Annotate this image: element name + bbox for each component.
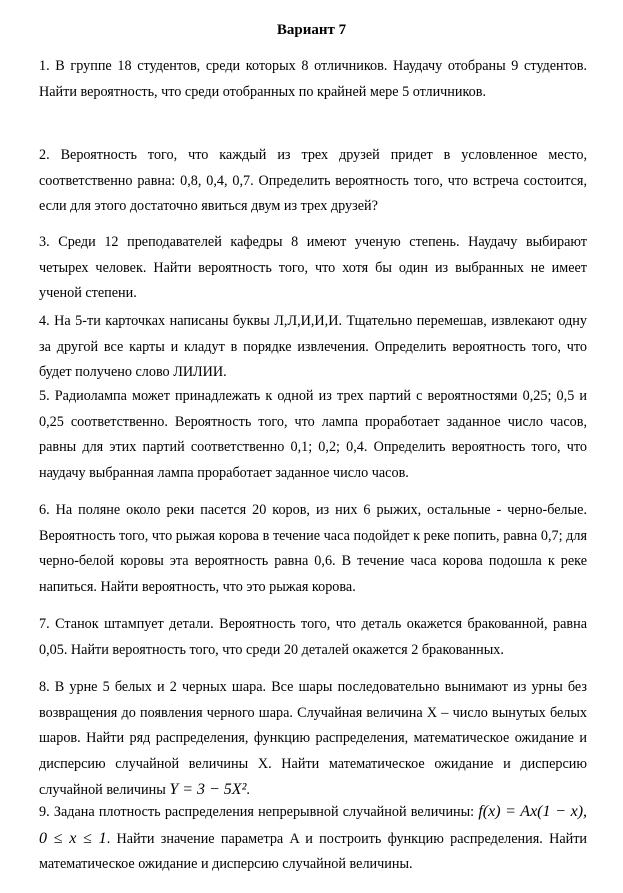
problem-2 xyxy=(39,143,587,220)
problem-text: В урне 5 белых и 2 черных шара. Все шары последовательно вынимают из урны без возвращения до появления черного шара. Случайная величина X – число вынутых белых шаров. Найти ряд распределения, функцию распределения, математическое ожидание и дисперсию случайной величины X. Найти математическое ожидание и дисперсию случайной величины xyxy=(39,679,588,798)
problem-end: . xyxy=(246,782,250,798)
problem-text: Радиолампа может принадлежать к одной из трех партий с вероятностями 0,25; 0,5 и 0,25 соответственно. Вероятность того, что лампа проработает заданное число часов, равны для этих партий соответственно 0,1; 0,2; 0,4. Определить вероятность того, что наудачу выбранная лампа проработает заданное число часов. xyxy=(39,388,588,481)
page-title: Вариант 7 xyxy=(276,22,347,38)
problem-number: 7. xyxy=(39,616,50,632)
problem-number: 6. xyxy=(39,502,50,518)
problem-number: 3. xyxy=(39,234,50,250)
problem-number: 9. xyxy=(39,804,50,820)
problem-3 xyxy=(39,230,587,307)
problem-7 xyxy=(39,612,587,663)
problem-number: 5. xyxy=(39,388,50,404)
formula-y: Y = 3 − 5X² xyxy=(169,781,247,798)
problem-text: На 5-ти карточках написаны буквы Л,Л,И,И,И. Тщательно перемешав, извлекают одну за другой все карты и кладут в порядке извлечения. Определить вероятность того, что будет получено слово ЛИЛИИ. xyxy=(39,313,587,380)
problem-1 xyxy=(39,54,587,105)
formula-density: f(x) = Ax(1 − x), 0 ≤ x ≤ 1 xyxy=(39,803,588,847)
problem-text: Вероятность того, что каждый из трех друзей придет в условленное место, соответственно равна: 0,8, 0,4, 0,7. Определить вероятность того, что встреча состоится, если для этого достаточно явиться двум из трех друзей? xyxy=(39,147,587,214)
problem-4 xyxy=(39,309,587,386)
problem-text: В группе 18 студентов, среди которых 8 отличников. Наудачу отобраны 9 студентов. Найти вероятность, что среди отобранных по крайней мере 5 отличников. xyxy=(39,58,587,100)
problem-text-after: . Найти значение параметра A и построить функцию распределения. Найти математическое ожидание и дисперсию случайной величины. xyxy=(39,830,587,872)
problem-8 xyxy=(39,675,587,804)
problem-text: Станок штампует детали. Вероятность того, что деталь окажется бракованной, равна 0,05. Найти вероятность того, что среди 20 деталей окажется 2 бракованных. xyxy=(39,616,587,658)
problem-9 xyxy=(39,799,587,878)
problem-number: 4. xyxy=(39,313,50,329)
problem-text: Задана плотность распределения непрерывной случайной величины: xyxy=(53,804,475,820)
problem-number: 2. xyxy=(39,147,50,163)
problem-number: 8. xyxy=(39,679,50,695)
problem-text: Среди 12 преподавателей кафедры 8 имеют ученую степень. Наудачу выбирают четырех человек. Найти вероятность того, что хотя бы один из выбранных не имеет ученой степени. xyxy=(39,234,587,301)
problem-5 xyxy=(39,384,587,486)
problem-6 xyxy=(39,498,587,600)
problem-text: На поляне около реки пасется 20 коров, из них 6 рыжих, остальные - черно-белые. Вероятность того, что рыжая корова в течение часа подойдет к реке попить, равна 0,7; для черно-белой коровы эта вероятность равна 0,6. В течение часа корова подошла к реке напиться. Найти вероятность, что это рыжая корова. xyxy=(39,502,588,595)
problem-number: 1. xyxy=(39,58,50,74)
